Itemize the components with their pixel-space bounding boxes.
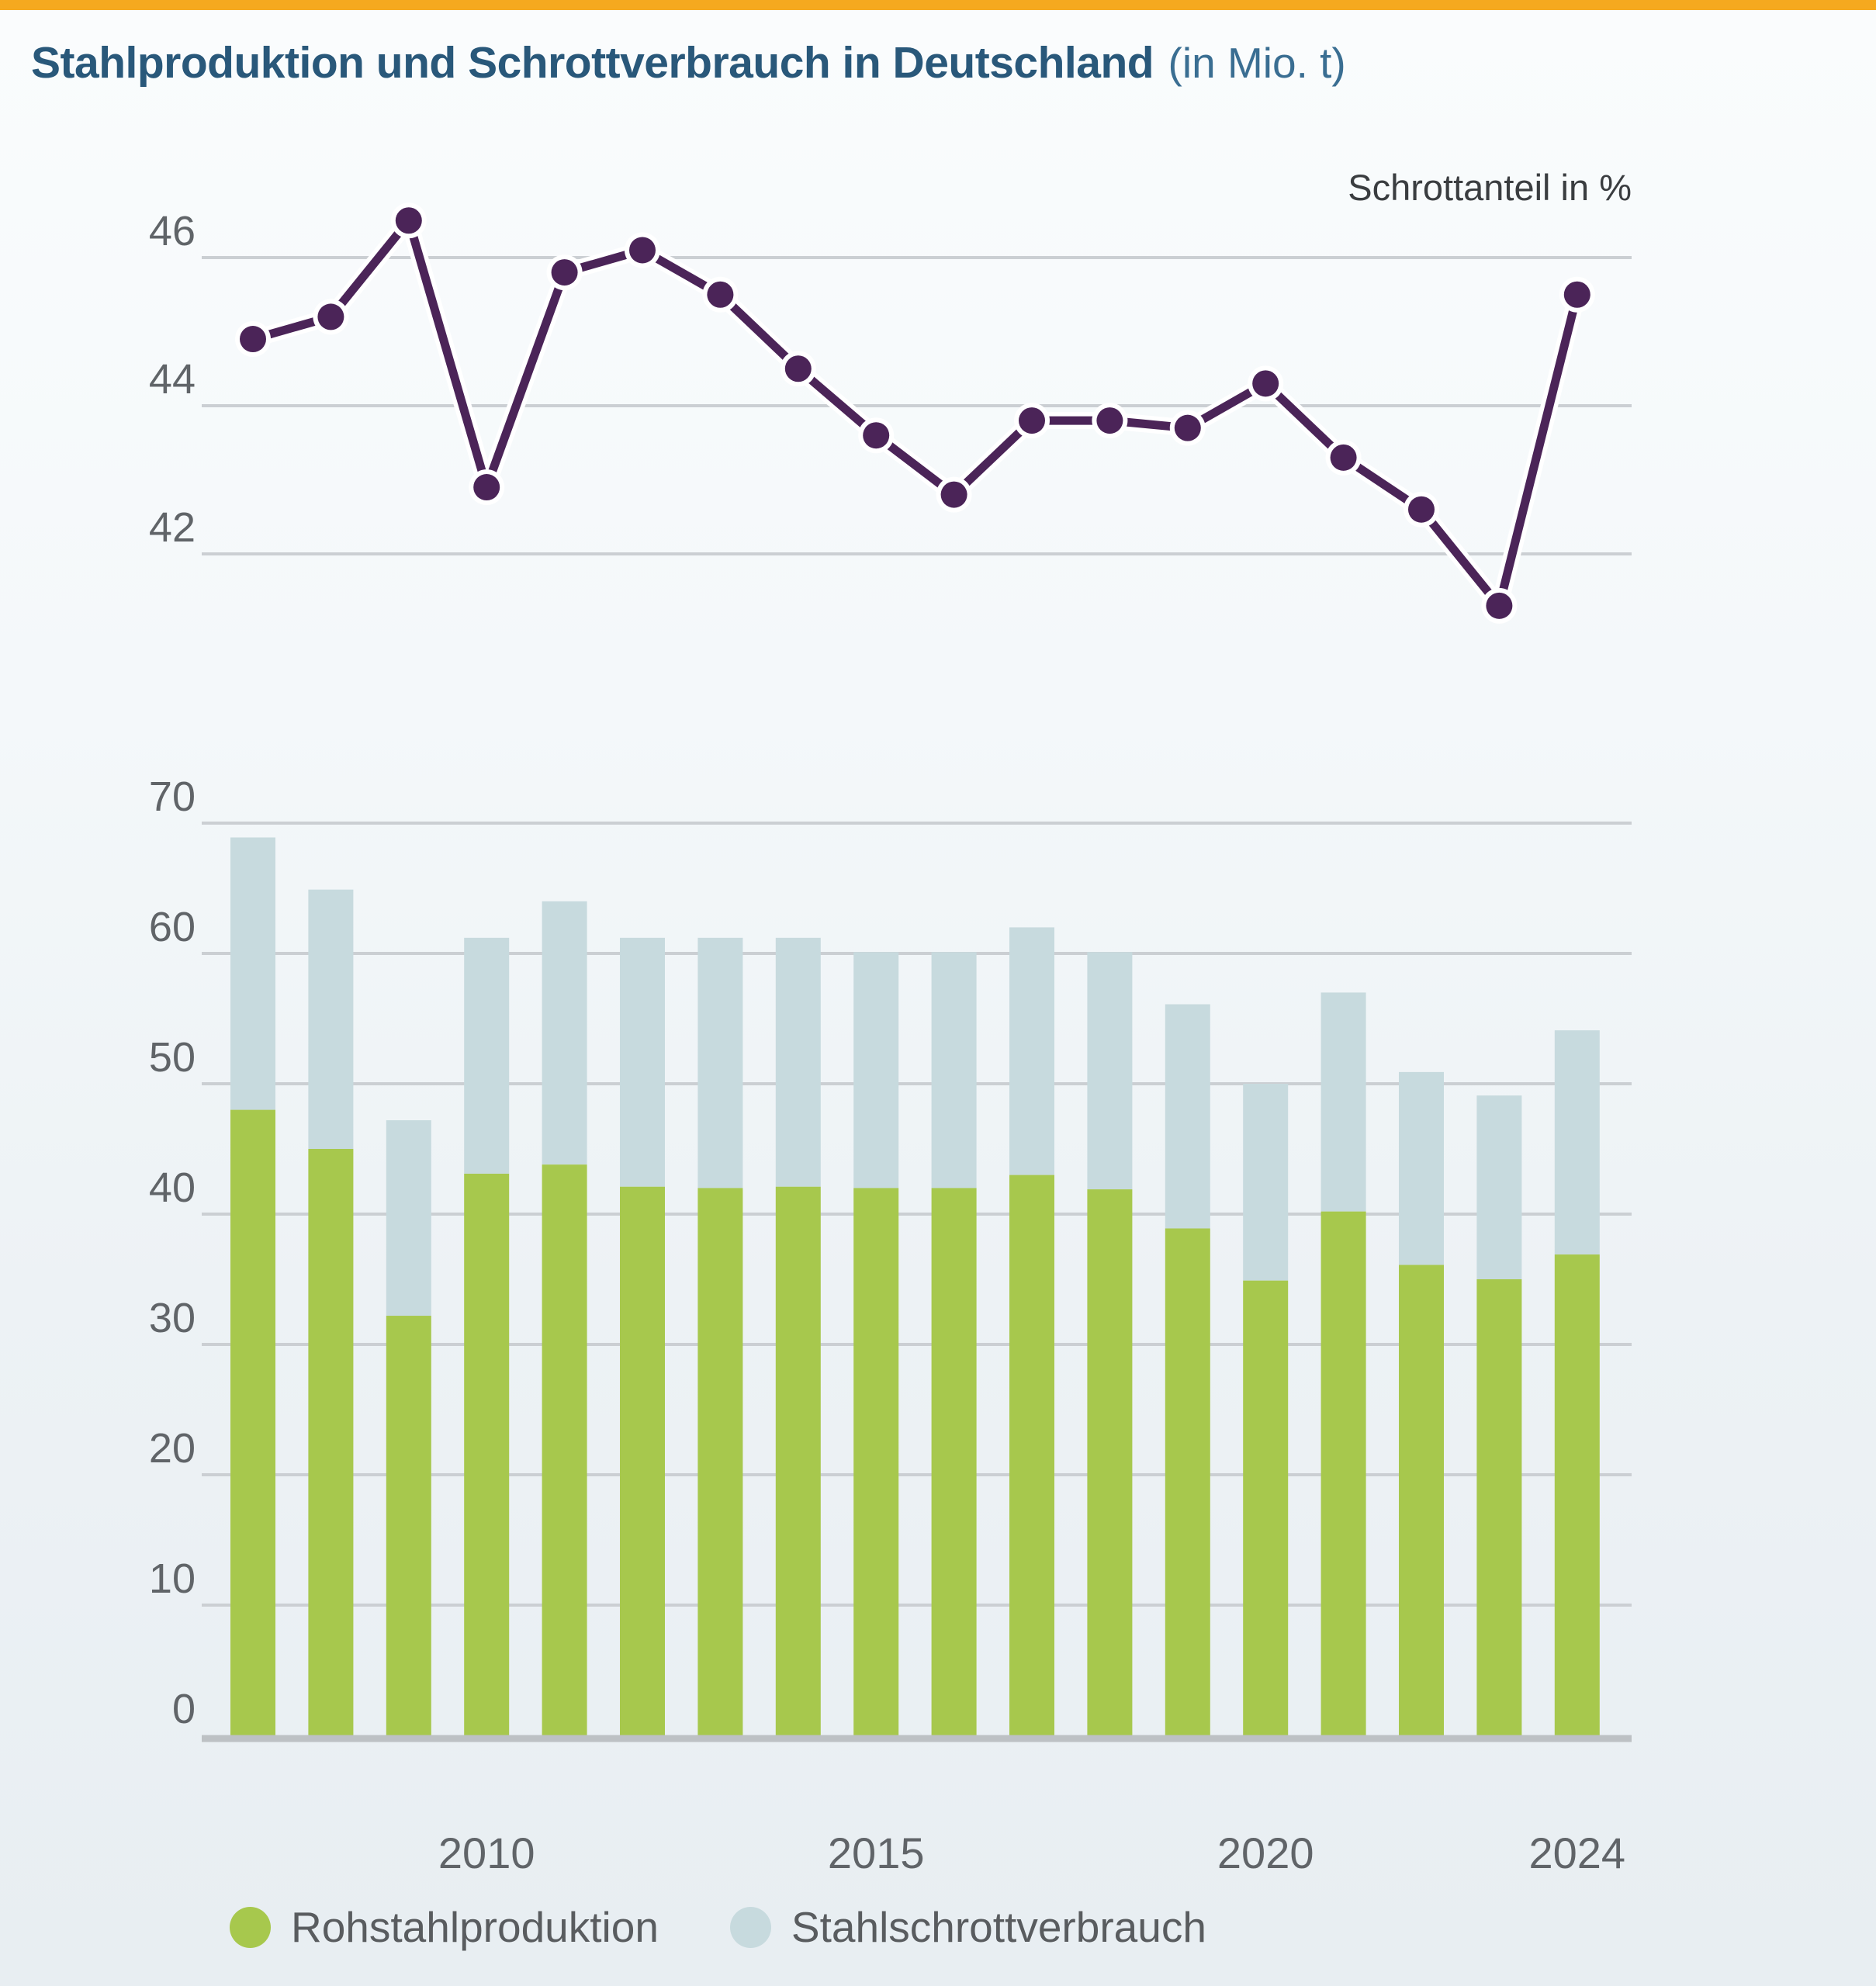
bar-segment-stahlschrottverbrauch bbox=[620, 938, 665, 1187]
title-unit-text: (in Mio. t) bbox=[1168, 39, 1346, 87]
bar-segment-stahlschrottverbrauch bbox=[1555, 1030, 1600, 1254]
bar-segment-stahlschrottverbrauch bbox=[853, 952, 898, 1188]
bar-segment-stahlschrottverbrauch bbox=[1476, 1095, 1521, 1279]
bar-segment-stahlschrottverbrauch bbox=[1087, 952, 1132, 1189]
title-text: Stahlproduktion und Schrottverbrauch in Deutschland bbox=[31, 38, 1154, 88]
bar-segment-rohstahlproduktion bbox=[464, 1174, 509, 1735]
bar-segment-rohstahlproduktion bbox=[1399, 1265, 1444, 1735]
bar-segment-rohstahlproduktion bbox=[1243, 1281, 1288, 1735]
bar-chart-xtick-label: 2010 bbox=[438, 1829, 535, 1877]
legend-item-rohstahlproduktion bbox=[230, 1902, 659, 1952]
bar-segment-stahlschrottverbrauch bbox=[386, 1120, 431, 1316]
bar-segment-rohstahlproduktion bbox=[776, 1187, 821, 1735]
bar-segment-rohstahlproduktion bbox=[386, 1316, 431, 1735]
data-point bbox=[1019, 407, 1045, 434]
bar-segment-stahlschrottverbrauch bbox=[1009, 927, 1054, 1175]
bar-chart-ytick-label: 30 bbox=[148, 1295, 196, 1341]
data-point bbox=[396, 207, 422, 234]
bar-segment-stahlschrottverbrauch bbox=[697, 938, 742, 1188]
bar-chart-ytick-label: 50 bbox=[148, 1034, 196, 1081]
bar-segment-rohstahlproduktion bbox=[853, 1188, 898, 1735]
bar-segment-stahlschrottverbrauch bbox=[1399, 1072, 1444, 1265]
legend-item-stahlschrottverbrauch bbox=[730, 1902, 1206, 1952]
bar-segment-rohstahlproduktion bbox=[230, 1110, 275, 1735]
bar-chart-ytick-label: 10 bbox=[148, 1555, 196, 1602]
bar-segment-stahlschrottverbrauch bbox=[230, 837, 275, 1109]
data-point bbox=[707, 282, 733, 308]
bar-segment-rohstahlproduktion bbox=[1321, 1212, 1366, 1735]
bar-segment-stahlschrottverbrauch bbox=[1243, 1084, 1288, 1281]
legend-label: Rohstahlproduktion bbox=[291, 1903, 659, 1951]
bar-chart-ytick-label: 70 bbox=[148, 773, 196, 820]
bar-segment-rohstahlproduktion bbox=[542, 1164, 587, 1735]
data-point bbox=[1175, 415, 1201, 441]
line-chart-ytick-label: 42 bbox=[148, 504, 196, 551]
bar-segment-rohstahlproduktion bbox=[620, 1187, 665, 1735]
data-point bbox=[1096, 407, 1123, 434]
bar-segment-rohstahlproduktion bbox=[1476, 1279, 1521, 1735]
bar-segment-stahlschrottverbrauch bbox=[308, 890, 353, 1149]
data-point bbox=[941, 482, 967, 508]
bar-chart-xtick-label: 2020 bbox=[1217, 1829, 1314, 1877]
data-point bbox=[473, 474, 500, 500]
data-point bbox=[317, 303, 344, 330]
bar-segment-rohstahlproduktion bbox=[697, 1188, 742, 1735]
data-point bbox=[1331, 445, 1357, 471]
legend-label: Stahlschrottverbrauch bbox=[791, 1903, 1206, 1951]
legend-dot-blue-icon bbox=[730, 1907, 771, 1948]
bar-segment-stahlschrottverbrauch bbox=[776, 938, 821, 1187]
line-chart-ytick-label: 46 bbox=[148, 208, 196, 254]
legend-dot-green-icon bbox=[230, 1907, 271, 1948]
line-chart-ytick-label: 44 bbox=[148, 356, 196, 403]
data-point bbox=[629, 237, 656, 263]
bar-segment-rohstahlproduktion bbox=[1009, 1175, 1054, 1735]
bar-segment-rohstahlproduktion bbox=[1087, 1189, 1132, 1735]
bar-chart-ytick-label: 60 bbox=[148, 904, 196, 950]
bar-segment-stahlschrottverbrauch bbox=[1165, 1005, 1210, 1229]
bar-chart-ytick-label: 40 bbox=[148, 1164, 196, 1211]
line-halo bbox=[253, 220, 1577, 606]
data-point bbox=[1486, 593, 1512, 619]
bar-segment-rohstahlproduktion bbox=[308, 1149, 353, 1735]
data-point bbox=[1408, 496, 1435, 523]
bar-segment-rohstahlproduktion bbox=[932, 1188, 977, 1735]
schrottanteil-line bbox=[253, 220, 1577, 606]
bar-segment-rohstahlproduktion bbox=[1165, 1228, 1210, 1735]
data-point bbox=[1564, 282, 1590, 308]
bar-chart-ytick-label: 20 bbox=[148, 1425, 196, 1472]
bar-segment-rohstahlproduktion bbox=[1555, 1254, 1600, 1735]
data-point bbox=[552, 259, 578, 285]
bar-chart-xtick-label: 2015 bbox=[827, 1829, 925, 1877]
data-point bbox=[1252, 370, 1279, 396]
data-point bbox=[240, 326, 266, 352]
bar-chart-ytick-label: 0 bbox=[171, 1686, 196, 1732]
bar-segment-stahlschrottverbrauch bbox=[464, 938, 509, 1174]
bar-segment-stahlschrottverbrauch bbox=[1321, 992, 1366, 1211]
bar-segment-stahlschrottverbrauch bbox=[932, 952, 977, 1188]
line-chart-annotation: Schrottanteil in % bbox=[1348, 167, 1632, 208]
bar-chart-xtick-label: 2024 bbox=[1528, 1829, 1626, 1877]
chart-legend bbox=[230, 1902, 1206, 1952]
bar-segment-stahlschrottverbrauch bbox=[542, 901, 587, 1164]
data-point bbox=[863, 422, 889, 448]
data-point bbox=[785, 355, 812, 382]
